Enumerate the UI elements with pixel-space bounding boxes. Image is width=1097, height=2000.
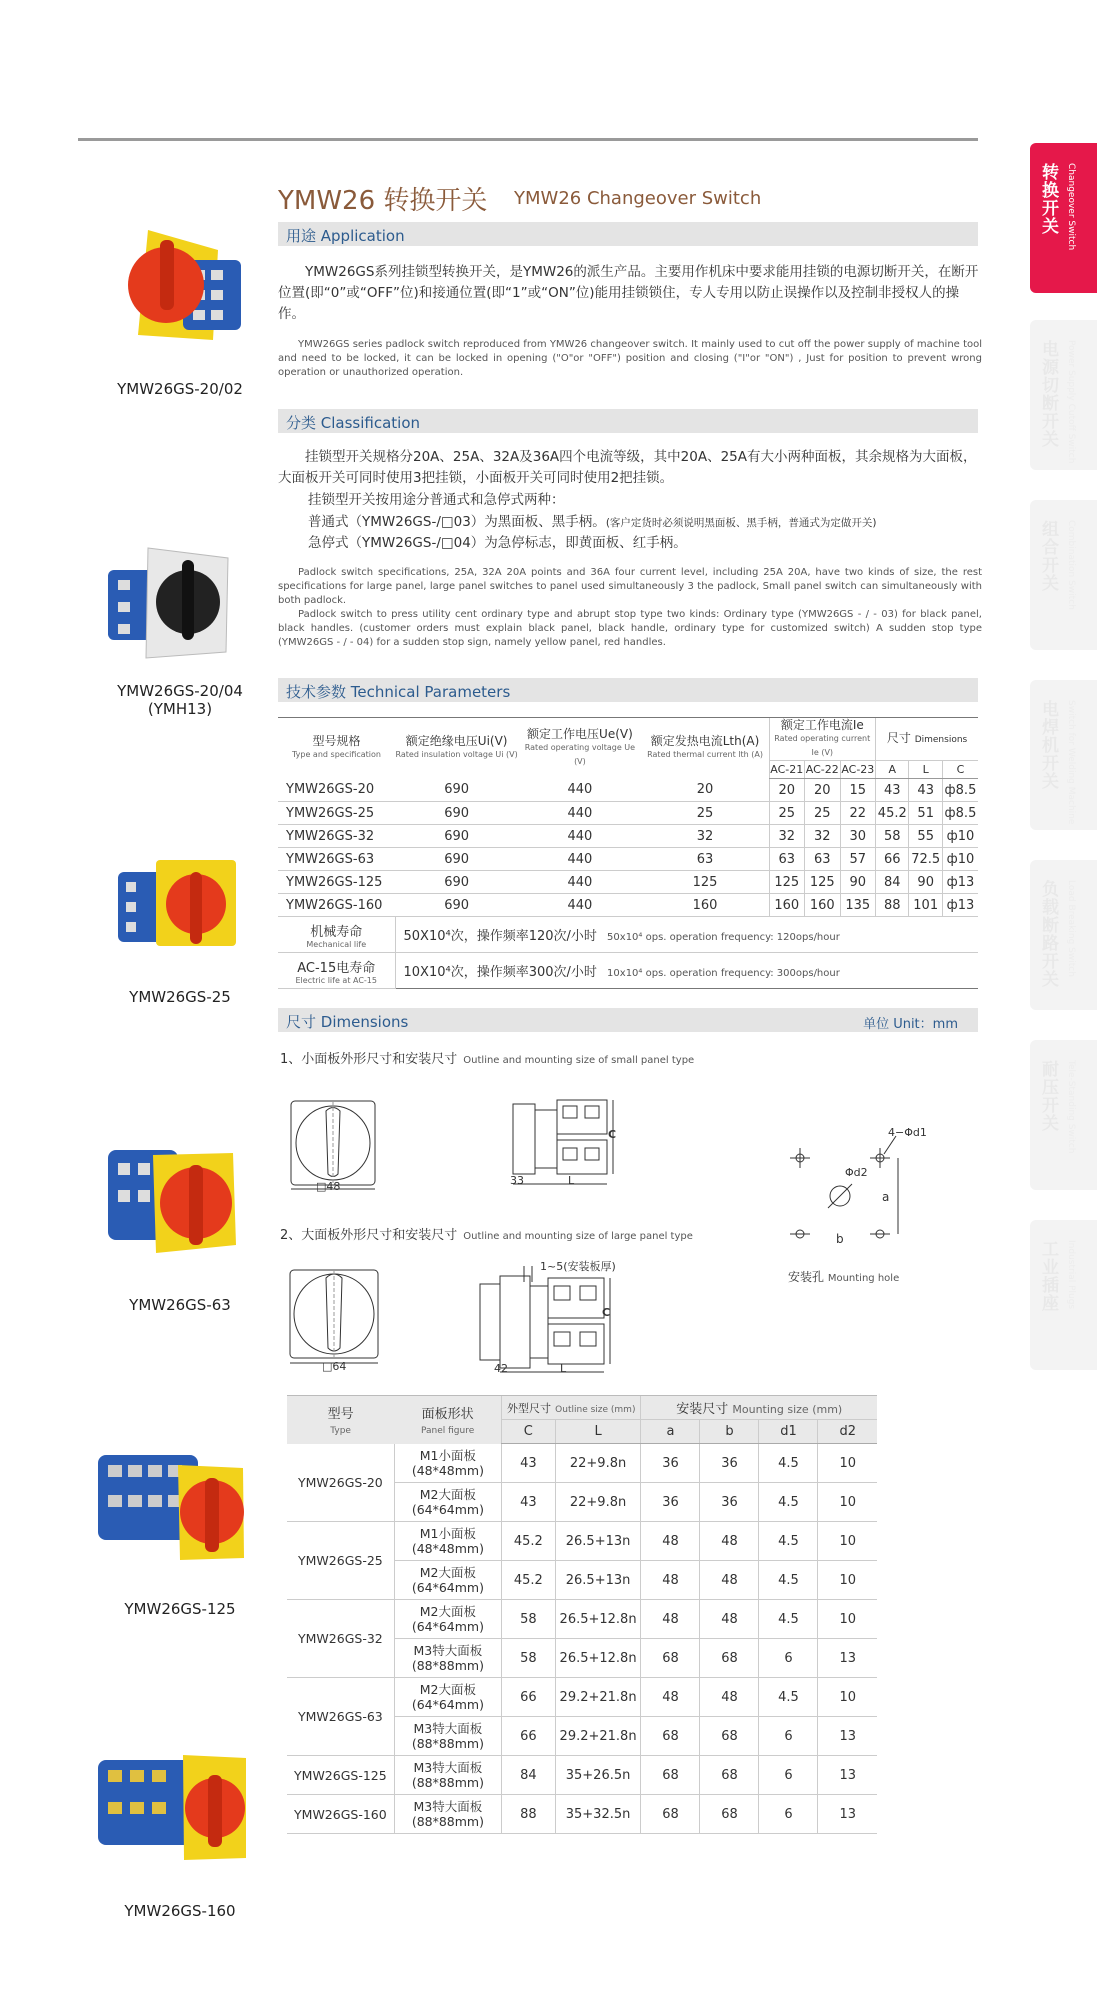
th-dimensions: 尺寸 Dimensions	[876, 718, 978, 761]
table-cell: 13	[818, 1639, 877, 1678]
th-l: L	[909, 761, 942, 779]
table-cell: YMW26GS-160	[278, 894, 395, 917]
classification-zh1: 挂锁型开关规格分20A、25A、32A及36A四个电流等级，其中20A、25A有大小两种面板，其余规格为大面板，大面板开关可同时使用3把挂锁，小面板开关可同时使用2把挂锁。	[278, 449, 977, 486]
table-cell: 4.5	[759, 1678, 818, 1717]
mt-th-b: b	[700, 1420, 759, 1444]
panel-size: (88*88mm)	[411, 1658, 484, 1673]
table-cell: 125	[642, 871, 769, 894]
product-label: YMW26GS-25	[129, 988, 231, 1006]
mt-th-outline: 外型尺寸 Outline size (mm)	[502, 1396, 641, 1420]
table-cell: 90	[840, 871, 876, 894]
product-image-63	[108, 1135, 248, 1265]
panel-figure-cell	[394, 1561, 501, 1600]
section-classification	[278, 409, 978, 433]
panel-figure: M2大面板	[419, 1682, 477, 1697]
table-cell: 66	[502, 1678, 556, 1717]
panel-figure: M1小面板	[419, 1526, 477, 1541]
product-image-160	[98, 1740, 248, 1870]
panel-figure: M3特大面板	[413, 1721, 483, 1736]
th-ui: 额定绝缘电压Ui(V) Rated insulation voltage Ui (V)	[395, 718, 518, 779]
page-title-zh: YMW26 转换开关	[278, 186, 488, 216]
panel-size: (48*48mm)	[411, 1462, 484, 1478]
side-tab-6[interactable]	[1030, 1220, 1097, 1370]
table-cell: 690	[395, 894, 518, 917]
table-cell: YMW26GS-63	[278, 848, 395, 871]
panel-size: (64*64mm)	[411, 1697, 484, 1712]
large-side-l: L	[560, 1362, 567, 1375]
table-cell: 58	[502, 1639, 556, 1678]
table-cell: 10	[818, 1522, 877, 1561]
table-cell: 51	[909, 802, 942, 825]
side-tab-sublabel: Load Breaking Switch	[1066, 880, 1076, 977]
th-ue: 额定工作电压Ue(V) Rated operating voltage Ue (V)	[518, 718, 641, 779]
table-cell: 26.5+12.8n	[555, 1600, 641, 1639]
table-cell: 90	[909, 871, 942, 894]
table-cell: 68	[641, 1717, 700, 1756]
table-cell: 48	[700, 1600, 759, 1639]
panel-figure: M2大面板	[419, 1487, 477, 1502]
th-ac21: AC-21	[769, 761, 805, 779]
mt-th-c: C	[502, 1420, 556, 1444]
table-cell: 6	[759, 1639, 818, 1678]
product-label: (YMH13)	[147, 700, 213, 718]
hole-a: a	[882, 1190, 890, 1204]
panel-size: (64*64mm)	[411, 1580, 484, 1595]
elec-life-row	[278, 953, 978, 989]
table-cell: 160	[805, 894, 841, 917]
table-cell: 45.2	[876, 802, 909, 825]
panel-size: (64*64mm)	[411, 1502, 484, 1517]
table-cell: 43	[502, 1444, 556, 1483]
mt-th-l: L	[555, 1420, 641, 1444]
table-cell: 68	[700, 1639, 759, 1678]
table-cell: 55	[909, 825, 942, 848]
table-cell: 101	[909, 894, 942, 917]
table-cell: 135	[840, 894, 876, 917]
table-cell: 13	[818, 1795, 877, 1834]
side-tab-2[interactable]	[1030, 500, 1097, 650]
table-cell: 4.5	[759, 1483, 818, 1522]
product-image-20-02	[108, 220, 248, 370]
product-label: YMW26GS-20/04	[117, 682, 243, 700]
side-tab-sublabel: Changeover Switch	[1066, 163, 1076, 251]
side-tab-sublabel: Tele-Standing Switch	[1066, 1060, 1076, 1154]
table-cell: 440	[518, 871, 641, 894]
classification-zh4: 急停式（YMW26GS-/□04）为急停标志，即黄面板、红手柄。	[308, 535, 687, 551]
small-side-33: 33	[510, 1174, 524, 1187]
table-cell: 48	[641, 1678, 700, 1717]
table-cell: 29.2+21.8n	[555, 1678, 641, 1717]
table-cell: 30	[840, 825, 876, 848]
mt-th-d1: d1	[759, 1420, 818, 1444]
panel-figure: M3特大面板	[413, 1799, 483, 1814]
table-cell: 35+26.5n	[555, 1756, 641, 1795]
table-cell: 6	[759, 1717, 818, 1756]
table-cell: ф8.5	[942, 779, 978, 802]
mounting-hole-drawing	[780, 1128, 910, 1238]
table-cell: 22+9.8n	[555, 1483, 641, 1522]
table-cell: 20	[769, 779, 805, 802]
side-tab-label: 转换开关	[1038, 163, 1058, 235]
mt-th-mount: 安装尺寸 Mounting size (mm)	[641, 1396, 877, 1420]
table-cell: 440	[518, 802, 641, 825]
large-panel-front-drawing	[286, 1266, 386, 1366]
large-panel-side-drawing	[476, 1266, 636, 1376]
table-row	[278, 894, 978, 917]
th-ie: 额定工作电流Ie Rated operating current Ie (V)	[769, 718, 876, 761]
table-cell: 43	[502, 1483, 556, 1522]
side-tab-0[interactable]	[1030, 143, 1097, 293]
section-heading: 技术参数 Technical Parameters	[286, 683, 511, 701]
elec-life-label: AC-15电寿命 Electric life at AC-15	[278, 953, 395, 989]
product-image-25	[118, 852, 248, 962]
product-image-20-04	[108, 540, 248, 670]
side-tab-4[interactable]	[1030, 860, 1097, 1010]
table-cell: 125	[769, 871, 805, 894]
section-technical	[278, 678, 978, 702]
product-label: YMW26GS-125	[124, 1600, 236, 1618]
caption-large-panel: 2、大面板外形尺寸和安装尺寸 Outline and mounting size of large panel type	[280, 1228, 693, 1243]
table-cell: 32	[805, 825, 841, 848]
type-cell: YMW26GS-25	[287, 1522, 394, 1600]
table-cell: 36	[641, 1444, 700, 1483]
type-cell: YMW26GS-63	[287, 1678, 394, 1756]
unit-label: 单位 Unit：mm	[863, 1017, 958, 1032]
table-cell: 63	[769, 848, 805, 871]
table-cell: 68	[700, 1756, 759, 1795]
table-cell: 690	[395, 802, 518, 825]
table-cell: 10	[818, 1678, 877, 1717]
table-cell: 25	[642, 802, 769, 825]
table-row	[278, 871, 978, 894]
table-cell: 22	[840, 802, 876, 825]
mech-life-label: 机械寿命 Mechanical life	[278, 917, 395, 953]
table-cell: 26.5+13n	[555, 1561, 641, 1600]
page-title-en: YMW26 Changeover Switch	[514, 188, 762, 209]
table-cell: 84	[502, 1756, 556, 1795]
small-front-dim: □48	[316, 1180, 341, 1193]
table-cell: ф10	[942, 825, 978, 848]
table-cell: 48	[700, 1522, 759, 1561]
table-row	[287, 1600, 877, 1639]
table-cell: 43	[876, 779, 909, 802]
table-cell: 26.5+13n	[555, 1522, 641, 1561]
table-cell: ф13	[942, 871, 978, 894]
top-divider	[78, 138, 978, 141]
table-cell: ф8.5	[942, 802, 978, 825]
table-cell: 15	[840, 779, 876, 802]
table-cell: 20	[805, 779, 841, 802]
caption-small-panel: 1、小面板外形尺寸和安装尺寸 Outline and mounting size of small panel type	[280, 1052, 695, 1067]
table-cell: 4.5	[759, 1522, 818, 1561]
hole-caption: 安装孔 Mounting hole	[788, 1270, 900, 1284]
table-cell: 4.5	[759, 1600, 818, 1639]
application-en: YMW26GS series padlock switch reproduced from YMW26 changeover switch. It mainly used to cut off the power supply of machine tool and need to be locked, it can be locked in opening ("O"or "OFF") position and closing ("I"or "ON") , Just for position to prevent wrong operation or unauthorized operation.	[278, 339, 982, 378]
table-row	[278, 779, 978, 802]
panel-figure: M2大面板	[419, 1565, 477, 1580]
large-front-dim: □64	[322, 1360, 347, 1373]
table-row	[287, 1444, 877, 1483]
hole-d1: 4−Φd1	[888, 1126, 927, 1139]
table-cell: 68	[641, 1639, 700, 1678]
table-cell: 10	[818, 1483, 877, 1522]
large-side-42: 42	[494, 1362, 508, 1375]
side-tab-sublabel: Power Supply Cutoff Switch	[1066, 340, 1076, 464]
side-tab-sublabel: Industrial Plugs	[1066, 1240, 1076, 1310]
table-cell: 10	[818, 1600, 877, 1639]
classification-en1: Padlock switch specifications, 25A, 32A 20A points and 36A four current level, including 25A 20A, have two kinds of size, the rest specifications for large panel, large panel switches to panel used simultaneously 3 the padlock, Small panel switch can simultaneously with both padlock.	[278, 567, 982, 606]
table-cell: 690	[395, 779, 518, 802]
table-row	[287, 1756, 877, 1795]
table-cell: 35+32.5n	[555, 1795, 641, 1834]
side-tab-sublabel: Combination Switch	[1066, 520, 1076, 610]
type-cell: YMW26GS-20	[287, 1444, 394, 1522]
table-cell: 48	[641, 1600, 700, 1639]
section-heading: 尺寸 Dimensions	[286, 1013, 409, 1031]
section-application	[278, 222, 978, 246]
panel-figure: M3特大面板	[413, 1760, 483, 1775]
table-cell: 66	[502, 1717, 556, 1756]
table-row	[278, 825, 978, 848]
table-cell: 66	[876, 848, 909, 871]
mt-th-d2: d2	[818, 1420, 877, 1444]
mt-th-a: a	[641, 1420, 700, 1444]
classification-zh2: 挂锁型开关按用途分普通式和急停式两种：	[308, 492, 565, 508]
table-row	[278, 802, 978, 825]
table-cell: 160	[769, 894, 805, 917]
table-cell: 36	[700, 1444, 759, 1483]
product-image-125	[98, 1440, 248, 1570]
mech-life-row	[278, 917, 978, 953]
table-cell: 48	[700, 1561, 759, 1600]
table-cell: YMW26GS-20	[278, 779, 395, 802]
type-cell: YMW26GS-125	[287, 1756, 394, 1795]
elec-life-value: 10X10⁴次，操作频率300次/小时 10x10⁴ ops. operation frequency: 300ops/hour	[395, 953, 978, 989]
mounting-size-table	[287, 1395, 877, 1834]
table-cell: ф13	[942, 894, 978, 917]
table-cell: 58	[876, 825, 909, 848]
mt-th-type: 型号 Type	[287, 1396, 394, 1444]
type-cell: YMW26GS-32	[287, 1600, 394, 1678]
side-tab-label: 耐压开关	[1038, 1060, 1058, 1132]
table-cell: YMW26GS-25	[278, 802, 395, 825]
panel-figure-cell	[394, 1795, 501, 1834]
side-tab-sublabel: Switch for Welding Machine	[1066, 700, 1076, 825]
product-label: YMW26GS-63	[129, 1296, 231, 1314]
table-cell: 690	[395, 871, 518, 894]
side-tab-1[interactable]	[1030, 320, 1097, 470]
table-cell: 48	[641, 1561, 700, 1600]
section-dimensions	[278, 1008, 978, 1032]
table-cell: 58	[502, 1600, 556, 1639]
table-cell: 36	[700, 1483, 759, 1522]
panel-size: (88*88mm)	[411, 1736, 484, 1751]
table-cell: 88	[502, 1795, 556, 1834]
hole-b: b	[836, 1232, 844, 1246]
panel-figure: M1小面板	[419, 1447, 477, 1463]
th-lth: 额定发热电流Lth(A) Rated thermal current lth (A)	[642, 718, 769, 779]
table-cell: 26.5+12.8n	[555, 1639, 641, 1678]
table-row	[278, 848, 978, 871]
classification-en2: Padlock switch to press utility cent ordinary type and abrupt stop type two kinds: Ordinary type (YMW26GS - / - 03) for black panel, black handles. (customer orders must explain black panel, black handle, ordinary type for customized switch) A sudden stop type (YMW26GS - / - 04) for a sudden stop sign, namely yellow panel, red handles.	[278, 609, 982, 648]
table-cell: 6	[759, 1756, 818, 1795]
table-cell: 68	[641, 1795, 700, 1834]
table-cell: 29.2+21.8n	[555, 1717, 641, 1756]
panel-figure: M2大面板	[419, 1604, 477, 1619]
table-cell: 125	[805, 871, 841, 894]
panel-figure: M3特大面板	[413, 1643, 483, 1658]
side-tab-label: 工业插座	[1038, 1240, 1058, 1312]
table-cell: 72.5	[909, 848, 942, 871]
large-thickness: 1~5(安装板厚)	[540, 1260, 616, 1273]
small-side-c: C	[608, 1128, 617, 1141]
side-tab-3[interactable]	[1030, 680, 1097, 830]
side-tab-label: 电源切断开关	[1038, 340, 1058, 448]
table-row	[287, 1678, 877, 1717]
table-cell: 4.5	[759, 1444, 818, 1483]
th-ac22: AC-22	[805, 761, 841, 779]
panel-figure-cell	[394, 1756, 501, 1795]
table-cell: 690	[395, 848, 518, 871]
panel-size: (88*88mm)	[411, 1775, 484, 1790]
th-ac23: AC-23	[840, 761, 876, 779]
table-cell: 57	[840, 848, 876, 871]
table-cell: 13	[818, 1756, 877, 1795]
th-type: 型号规格 Type and specification	[278, 718, 395, 779]
panel-figure-cell	[394, 1678, 501, 1717]
panel-size: (48*48mm)	[411, 1541, 484, 1556]
mech-life-value: 50X10⁴次，操作频率120次/小时 50x10⁴ ops. operation frequency: 120ops/hour	[395, 917, 978, 953]
table-cell: ф10	[942, 848, 978, 871]
table-cell: 43	[909, 779, 942, 802]
table-cell: YMW26GS-32	[278, 825, 395, 848]
th-c: C	[942, 761, 978, 779]
panel-figure-cell	[394, 1522, 501, 1561]
side-tab-label: 负载断路开关	[1038, 880, 1058, 988]
table-cell: 440	[518, 894, 641, 917]
table-cell: 6	[759, 1795, 818, 1834]
panel-figure-cell	[394, 1717, 501, 1756]
product-label: YMW26GS-160	[124, 1902, 236, 1920]
table-cell: YMW26GS-125	[278, 871, 395, 894]
table-cell: 68	[700, 1795, 759, 1834]
table-cell: 84	[876, 871, 909, 894]
table-cell: 48	[700, 1678, 759, 1717]
panel-figure-cell	[394, 1483, 501, 1522]
table-cell: 690	[395, 825, 518, 848]
table-cell: 88	[876, 894, 909, 917]
panel-figure-cell	[394, 1600, 501, 1639]
table-cell: 440	[518, 848, 641, 871]
table-row	[287, 1795, 877, 1834]
table-cell: 160	[642, 894, 769, 917]
type-cell: YMW26GS-160	[287, 1795, 394, 1834]
mt-th-panel: 面板形状 Panel figure	[394, 1396, 501, 1444]
table-cell: 10	[818, 1444, 877, 1483]
panel-size: (88*88mm)	[411, 1814, 484, 1829]
table-cell: 20	[642, 779, 769, 802]
panel-size: (64*64mm)	[411, 1619, 484, 1634]
classification-zh3: 普通式（YMW26GS-/□03）为黑面板、黑手柄。(客户定货时必须说明黑面板、黑手柄，普通式为定做开关)	[308, 514, 877, 530]
table-cell: 63	[642, 848, 769, 871]
table-cell: 4.5	[759, 1561, 818, 1600]
large-side-c: C	[602, 1306, 611, 1319]
table-cell: 68	[700, 1717, 759, 1756]
table-cell: 32	[769, 825, 805, 848]
side-tab-label: 电焊机开关	[1038, 700, 1058, 790]
table-cell: 22+9.8n	[555, 1444, 641, 1483]
table-cell: 48	[641, 1522, 700, 1561]
table-cell: 10	[818, 1561, 877, 1600]
side-tab-label: 组合开关	[1038, 520, 1058, 592]
side-tab-5[interactable]	[1030, 1040, 1097, 1190]
table-cell: 32	[642, 825, 769, 848]
table-cell: 25	[769, 802, 805, 825]
section-heading: 分类 Classification	[286, 414, 421, 432]
table-cell: 63	[805, 848, 841, 871]
small-side-l: L	[568, 1174, 575, 1187]
table-cell: 13	[818, 1717, 877, 1756]
table-cell: 440	[518, 779, 641, 802]
hole-d2: Φd2	[845, 1166, 868, 1179]
table-cell: 36	[641, 1483, 700, 1522]
table-cell: 25	[805, 802, 841, 825]
table-cell: 440	[518, 825, 641, 848]
section-heading: 用途 Application	[286, 227, 405, 245]
table-row	[287, 1522, 877, 1561]
th-a: A	[876, 761, 909, 779]
table-cell: 45.2	[502, 1561, 556, 1600]
product-label: YMW26GS-20/02	[117, 380, 243, 398]
panel-figure-cell	[394, 1639, 501, 1678]
table-cell: 45.2	[502, 1522, 556, 1561]
panel-figure-cell	[394, 1444, 501, 1483]
technical-table	[278, 717, 978, 989]
application-zh: YMW26GS系列挂锁型转换开关，是YMW26的派生产品。主要用作机床中要求能用挂锁的电源切断开关，在断开位置(即“0”或“OFF”位)和接通位置(即“1”或“ON”位)能用挂锁锁住，专人专用以防止误操作以及控制非授权人的操作。	[278, 264, 979, 322]
table-cell: 68	[641, 1756, 700, 1795]
